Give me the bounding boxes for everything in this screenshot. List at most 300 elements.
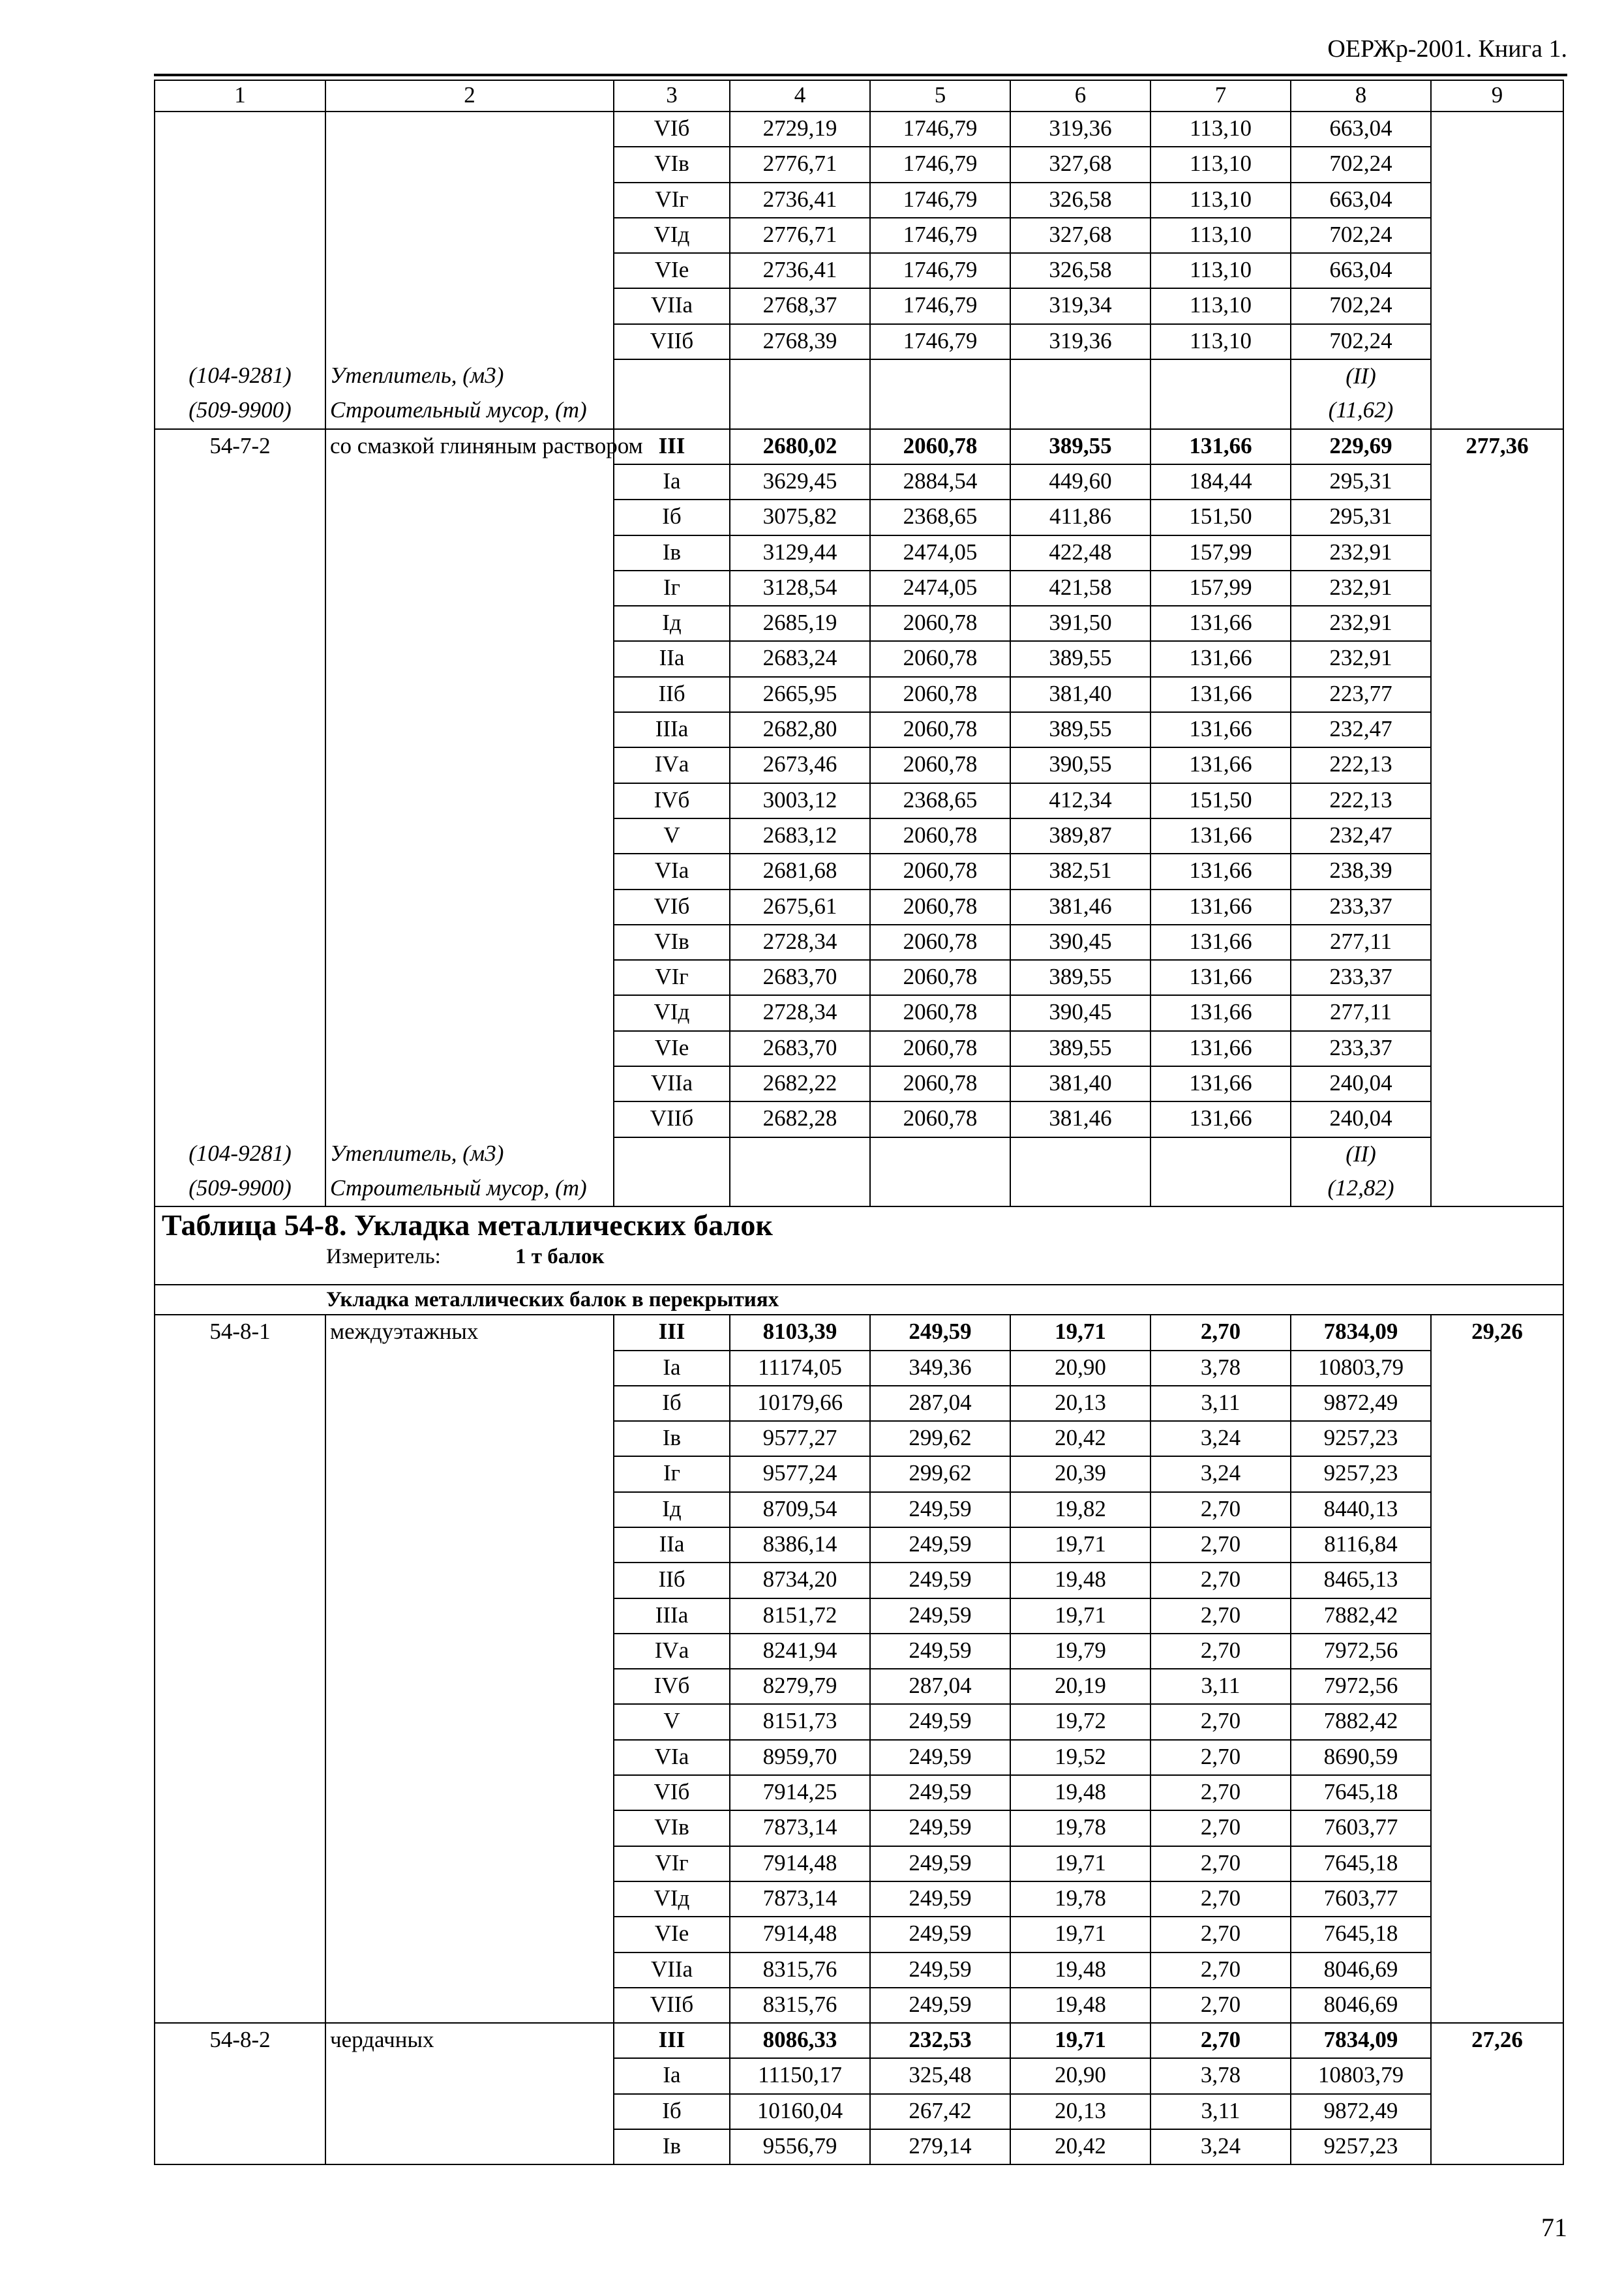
row-total xyxy=(1431,1634,1563,1669)
row-code xyxy=(155,535,325,571)
row-code xyxy=(155,818,325,854)
value-cell: 3003,12 xyxy=(730,783,870,818)
value-cell: Iд xyxy=(614,1492,730,1527)
value-cell: 11174,05 xyxy=(730,1351,870,1386)
value-cell: 295,31 xyxy=(1291,500,1431,535)
value-cell: 232,91 xyxy=(1291,606,1431,641)
empty-cell xyxy=(870,359,1010,394)
value-cell: 326,58 xyxy=(1010,253,1150,288)
material-name: Утеплитель, (м3) xyxy=(325,359,614,394)
row-code xyxy=(155,1704,325,1739)
value-cell: 113,10 xyxy=(1150,112,1291,147)
value-cell: 11150,17 xyxy=(730,2058,870,2093)
value-cell: 3,78 xyxy=(1150,2058,1291,2093)
row-name xyxy=(325,1386,614,1421)
row-name xyxy=(325,1634,614,1669)
value-cell: 232,53 xyxy=(870,2023,1010,2058)
row-code xyxy=(155,1775,325,1810)
row-name xyxy=(325,712,614,747)
value-cell: 8709,54 xyxy=(730,1492,870,1527)
value-cell: 8241,94 xyxy=(730,1634,870,1669)
value-cell: 2060,78 xyxy=(870,1066,1010,1101)
value-cell: 2683,70 xyxy=(730,960,870,995)
row-total xyxy=(1431,1386,1563,1421)
row-name xyxy=(325,1669,614,1704)
value-cell: VIIа xyxy=(614,1066,730,1101)
row-code xyxy=(155,1988,325,2023)
table-row xyxy=(155,1952,1563,1988)
row-total xyxy=(1431,2094,1563,2129)
value-cell: 10803,79 xyxy=(1291,1351,1431,1386)
value-cell: 3075,82 xyxy=(730,500,870,535)
row-code xyxy=(155,1386,325,1421)
value-cell: 381,40 xyxy=(1010,1066,1150,1101)
value-cell: VIб xyxy=(614,112,730,147)
value-cell: 702,24 xyxy=(1291,218,1431,253)
value-cell: 3,24 xyxy=(1150,1456,1291,1491)
value-cell: 2474,05 xyxy=(870,571,1010,606)
value-cell: 113,10 xyxy=(1150,147,1291,182)
row-code xyxy=(155,183,325,218)
row-total xyxy=(1431,641,1563,676)
row-total xyxy=(1431,500,1563,535)
value-cell: 9556,79 xyxy=(730,2129,870,2164)
value-cell: 249,59 xyxy=(870,1315,1010,1350)
table-row xyxy=(155,1527,1563,1563)
column-number: 2 xyxy=(325,80,614,112)
value-cell: 2683,24 xyxy=(730,641,870,676)
row-code xyxy=(155,288,325,323)
empty-cell xyxy=(614,359,730,394)
value-cell: 20,39 xyxy=(1010,1456,1150,1491)
value-cell: 222,13 xyxy=(1291,747,1431,783)
row-name xyxy=(325,500,614,535)
value-cell: 3,11 xyxy=(1150,2094,1291,2129)
value-cell: III xyxy=(614,429,730,464)
value-cell: VIIа xyxy=(614,1952,730,1988)
value-cell: Iа xyxy=(614,1351,730,1386)
value-cell: 2,70 xyxy=(1150,1988,1291,2023)
row-total xyxy=(1431,1421,1563,1456)
row-code xyxy=(155,890,325,925)
row-code xyxy=(155,1952,325,1988)
value-cell: VIа xyxy=(614,854,730,889)
value-cell: 249,59 xyxy=(870,1775,1010,1810)
table-title-cell xyxy=(155,1206,1563,1285)
value-cell: 2,70 xyxy=(1150,1315,1291,1350)
value-cell: Iг xyxy=(614,1456,730,1491)
table-row xyxy=(155,854,1563,889)
row-name xyxy=(325,747,614,783)
value-cell: 2673,46 xyxy=(730,747,870,783)
row-name xyxy=(325,1066,614,1101)
row-total xyxy=(1431,854,1563,889)
row-total xyxy=(1431,1456,1563,1491)
value-cell: 2,70 xyxy=(1150,1775,1291,1810)
table-row xyxy=(155,818,1563,854)
value-cell: 2665,95 xyxy=(730,677,870,712)
table-row xyxy=(155,1775,1563,1810)
value-cell: IVа xyxy=(614,747,730,783)
table-row xyxy=(155,1634,1563,1669)
row-code xyxy=(155,783,325,818)
row-name xyxy=(325,2094,614,2129)
empty-cell xyxy=(614,1172,730,1206)
row-code xyxy=(155,2129,325,2164)
row-code xyxy=(155,571,325,606)
value-cell: 2729,19 xyxy=(730,112,870,147)
section-title: Укладка металлических балок в перекрытиях xyxy=(155,1285,1563,1315)
value-cell: Iб xyxy=(614,2094,730,2129)
empty-cell xyxy=(870,394,1010,428)
row-total: 29,26 xyxy=(1431,1315,1563,1350)
value-cell: V xyxy=(614,1704,730,1739)
value-cell: VIе xyxy=(614,253,730,288)
row-name xyxy=(325,1704,614,1739)
empty-cell xyxy=(870,1137,1010,1172)
value-cell: 2884,54 xyxy=(870,464,1010,500)
row-code xyxy=(155,606,325,641)
row-code xyxy=(155,677,325,712)
value-cell: 232,91 xyxy=(1291,641,1431,676)
measure-label: Измеритель: xyxy=(326,1245,441,1269)
row-name xyxy=(325,112,614,147)
value-cell: 20,90 xyxy=(1010,1351,1150,1386)
value-cell: IIб xyxy=(614,1563,730,1598)
value-cell: 389,55 xyxy=(1010,1031,1150,1066)
value-cell: VIе xyxy=(614,1917,730,1952)
row-code xyxy=(155,995,325,1030)
value-cell: 20,42 xyxy=(1010,2129,1150,2164)
value-cell: 2683,70 xyxy=(730,1031,870,1066)
value-cell: VIе xyxy=(614,1031,730,1066)
value-cell: 319,34 xyxy=(1010,288,1150,323)
value-cell: 7972,56 xyxy=(1291,1669,1431,1704)
value-cell: III xyxy=(614,1315,730,1350)
value-cell: IVб xyxy=(614,783,730,818)
row-name xyxy=(325,641,614,676)
table-row xyxy=(155,464,1563,500)
value-cell: 10160,04 xyxy=(730,2094,870,2129)
row-code xyxy=(155,1740,325,1775)
value-cell: VIIб xyxy=(614,1988,730,2023)
value-cell: 7603,77 xyxy=(1291,1881,1431,1917)
value-cell: 277,11 xyxy=(1291,995,1431,1030)
row-code: 54-8-1 xyxy=(155,1315,325,1350)
empty-cell xyxy=(1150,394,1291,428)
value-cell: 8046,69 xyxy=(1291,1952,1431,1988)
value-cell: 7882,42 xyxy=(1291,1704,1431,1739)
value-cell: IVа xyxy=(614,1634,730,1669)
value-cell: Iг xyxy=(614,571,730,606)
row-name xyxy=(325,1527,614,1563)
value-cell: 8046,69 xyxy=(1291,1988,1431,2023)
value-cell: IIа xyxy=(614,1527,730,1563)
value-cell: 113,10 xyxy=(1150,288,1291,323)
row-name xyxy=(325,1917,614,1952)
value-cell: 19,71 xyxy=(1010,1315,1150,1350)
row-name xyxy=(325,925,614,960)
value-cell: 233,37 xyxy=(1291,960,1431,995)
value-cell: 349,36 xyxy=(870,1351,1010,1386)
value-cell: 3629,45 xyxy=(730,464,870,500)
table-row xyxy=(155,1066,1563,1101)
table-row xyxy=(155,1917,1563,1952)
value-cell: 277,11 xyxy=(1291,925,1431,960)
running-header: ОЕРЖр-2001. Книга 1. xyxy=(1327,35,1567,63)
row-name xyxy=(325,1563,614,1598)
empty-cell xyxy=(1010,1137,1150,1172)
empty-cell xyxy=(730,1172,870,1206)
empty-cell xyxy=(730,1137,870,1172)
material-code: (104-9281) xyxy=(155,359,325,394)
table-row xyxy=(155,535,1563,571)
value-cell: 449,60 xyxy=(1010,464,1150,500)
row-name xyxy=(325,818,614,854)
value-cell: 131,66 xyxy=(1150,818,1291,854)
material-code: (509-9900) xyxy=(155,1172,325,1206)
value-cell: 3129,44 xyxy=(730,535,870,571)
table-row xyxy=(155,1492,1563,1527)
value-cell: 7914,25 xyxy=(730,1775,870,1810)
row-code xyxy=(155,1066,325,1101)
row-code xyxy=(155,1456,325,1491)
value-cell: 19,48 xyxy=(1010,1988,1150,2023)
value-cell: 19,52 xyxy=(1010,1740,1150,1775)
table-row xyxy=(155,1101,1563,1137)
table-row xyxy=(155,925,1563,960)
table-row xyxy=(155,747,1563,783)
table-row xyxy=(155,1386,1563,1421)
table-row xyxy=(155,429,1563,464)
value-cell: 19,78 xyxy=(1010,1810,1150,1846)
empty-cell xyxy=(730,394,870,428)
value-cell: VIд xyxy=(614,995,730,1030)
row-total xyxy=(1431,147,1563,182)
table-row xyxy=(155,1740,1563,1775)
table-row xyxy=(155,712,1563,747)
row-name xyxy=(325,1351,614,1386)
value-cell: 9257,23 xyxy=(1291,2129,1431,2164)
row-name xyxy=(325,1031,614,1066)
value-cell: 2060,78 xyxy=(870,854,1010,889)
value-cell: 287,04 xyxy=(870,1669,1010,1704)
row-code xyxy=(155,1031,325,1066)
value-cell: IIб xyxy=(614,677,730,712)
value-cell: 319,36 xyxy=(1010,324,1150,359)
row-name xyxy=(325,1598,614,1634)
value-cell: 663,04 xyxy=(1291,183,1431,218)
material-name: Строительный мусор, (т) xyxy=(325,394,614,428)
row-name xyxy=(325,783,614,818)
table-row xyxy=(155,183,1563,218)
value-cell: 279,14 xyxy=(870,2129,1010,2164)
value-cell: 2728,34 xyxy=(730,995,870,1030)
row-name xyxy=(325,2129,614,2164)
table-row xyxy=(155,1285,1563,1315)
row-code xyxy=(155,1881,325,1917)
row-total xyxy=(1431,464,1563,500)
value-cell: 2060,78 xyxy=(870,995,1010,1030)
value-cell: 8151,73 xyxy=(730,1704,870,1739)
row-name xyxy=(325,1775,614,1810)
value-cell: 240,04 xyxy=(1291,1101,1431,1137)
value-cell: Iа xyxy=(614,464,730,500)
row-total xyxy=(1431,1031,1563,1066)
row-name xyxy=(325,253,614,288)
row-code xyxy=(155,1634,325,1669)
row-code xyxy=(155,1846,325,1881)
value-cell: 19,71 xyxy=(1010,1598,1150,1634)
table-row xyxy=(155,1563,1563,1598)
table-row xyxy=(155,1172,1563,1206)
value-cell: 249,59 xyxy=(870,1563,1010,1598)
value-cell: 131,66 xyxy=(1150,890,1291,925)
table-row xyxy=(155,2129,1563,2164)
table-row xyxy=(155,1881,1563,1917)
value-cell: 19,71 xyxy=(1010,1846,1150,1881)
value-cell: VIд xyxy=(614,1881,730,1917)
value-cell: 20,90 xyxy=(1010,2058,1150,2093)
value-cell: 157,99 xyxy=(1150,571,1291,606)
value-cell: 7645,18 xyxy=(1291,1917,1431,1952)
value-cell: 7873,14 xyxy=(730,1881,870,1917)
value-cell: 2,70 xyxy=(1150,1917,1291,1952)
value-cell: 131,66 xyxy=(1150,1101,1291,1137)
value-cell: 240,04 xyxy=(1291,1066,1431,1101)
row-total xyxy=(1431,2129,1563,2164)
value-cell: 3,24 xyxy=(1150,1421,1291,1456)
row-name xyxy=(325,1740,614,1775)
row-total xyxy=(1431,183,1563,218)
value-cell: 20,19 xyxy=(1010,1669,1150,1704)
material-code: (509-9900) xyxy=(155,394,325,428)
table-row xyxy=(155,1810,1563,1846)
value-cell: 232,47 xyxy=(1291,712,1431,747)
value-cell: 2675,61 xyxy=(730,890,870,925)
value-cell: VIIб xyxy=(614,1101,730,1137)
column-number: 7 xyxy=(1150,80,1291,112)
value-cell: 319,36 xyxy=(1010,112,1150,147)
table-row xyxy=(155,641,1563,676)
value-cell: 390,45 xyxy=(1010,995,1150,1030)
row-total xyxy=(1431,1917,1563,1952)
row-total xyxy=(1431,1740,1563,1775)
value-cell: 411,86 xyxy=(1010,500,1150,535)
value-cell: 381,46 xyxy=(1010,1101,1150,1137)
value-cell: 2768,39 xyxy=(730,324,870,359)
material-value: (II) xyxy=(1291,1137,1431,1172)
value-cell: 249,59 xyxy=(870,1881,1010,1917)
table-row xyxy=(155,1704,1563,1739)
row-code xyxy=(155,1101,325,1137)
value-cell: 3,11 xyxy=(1150,1669,1291,1704)
value-cell: IIа xyxy=(614,641,730,676)
row-total xyxy=(1431,1704,1563,1739)
measure-value: 1 т балок xyxy=(515,1245,605,1269)
row-total xyxy=(1431,783,1563,818)
empty-cell xyxy=(1431,359,1563,394)
value-cell: 2060,78 xyxy=(870,1031,1010,1066)
column-number: 1 xyxy=(155,80,325,112)
value-cell: 2060,78 xyxy=(870,747,1010,783)
table-row xyxy=(155,606,1563,641)
value-cell: 381,40 xyxy=(1010,677,1150,712)
value-cell: 2776,71 xyxy=(730,218,870,253)
value-cell: 9257,23 xyxy=(1291,1456,1431,1491)
value-cell: 184,44 xyxy=(1150,464,1291,500)
row-total xyxy=(1431,288,1563,323)
value-cell: 2,70 xyxy=(1150,2023,1291,2058)
value-cell: VIг xyxy=(614,183,730,218)
value-cell: VIб xyxy=(614,890,730,925)
value-cell: 8386,14 xyxy=(730,1527,870,1563)
table-row xyxy=(155,1206,1563,1285)
row-code xyxy=(155,112,325,147)
table-row xyxy=(155,783,1563,818)
value-cell: 389,55 xyxy=(1010,960,1150,995)
value-cell: 2682,22 xyxy=(730,1066,870,1101)
row-name xyxy=(325,1988,614,2023)
table-row xyxy=(155,1846,1563,1881)
row-total xyxy=(1431,1598,1563,1634)
value-cell: IIIа xyxy=(614,1598,730,1634)
value-cell: 249,59 xyxy=(870,1952,1010,1988)
row-total xyxy=(1431,1563,1563,1598)
value-cell: Iа xyxy=(614,2058,730,2093)
row-code xyxy=(155,1527,325,1563)
value-cell: VIIб xyxy=(614,324,730,359)
value-cell: 20,42 xyxy=(1010,1421,1150,1456)
value-cell: 232,47 xyxy=(1291,818,1431,854)
value-cell: 2682,28 xyxy=(730,1101,870,1137)
row-name xyxy=(325,571,614,606)
value-cell: 3128,54 xyxy=(730,571,870,606)
value-cell: 389,55 xyxy=(1010,641,1150,676)
row-total xyxy=(1431,1527,1563,1563)
table-row xyxy=(155,2094,1563,2129)
row-code xyxy=(155,960,325,995)
value-cell: 10179,66 xyxy=(730,1386,870,1421)
value-cell: 19,72 xyxy=(1010,1704,1150,1739)
value-cell: 9577,24 xyxy=(730,1456,870,1491)
value-cell: 3,78 xyxy=(1150,1351,1291,1386)
value-cell: 1746,79 xyxy=(870,147,1010,182)
row-name xyxy=(325,606,614,641)
value-cell: 249,59 xyxy=(870,1917,1010,1952)
empty-cell xyxy=(730,359,870,394)
row-total xyxy=(1431,218,1563,253)
row-code xyxy=(155,1563,325,1598)
column-number: 6 xyxy=(1010,80,1150,112)
value-cell: 8103,39 xyxy=(730,1315,870,1350)
value-cell: 7645,18 xyxy=(1291,1846,1431,1881)
row-name xyxy=(325,677,614,712)
value-cell: 2685,19 xyxy=(730,606,870,641)
row-name xyxy=(325,1810,614,1846)
value-cell: 2,70 xyxy=(1150,1740,1291,1775)
value-cell: 2,70 xyxy=(1150,1952,1291,1988)
value-cell: 233,37 xyxy=(1291,1031,1431,1066)
table-row xyxy=(155,1137,1563,1172)
value-cell: 3,11 xyxy=(1150,1386,1291,1421)
value-cell: 2060,78 xyxy=(870,429,1010,464)
row-total xyxy=(1431,535,1563,571)
column-number: 3 xyxy=(614,80,730,112)
value-cell: 2,70 xyxy=(1150,1634,1291,1669)
row-name xyxy=(325,854,614,889)
value-cell: 1746,79 xyxy=(870,324,1010,359)
